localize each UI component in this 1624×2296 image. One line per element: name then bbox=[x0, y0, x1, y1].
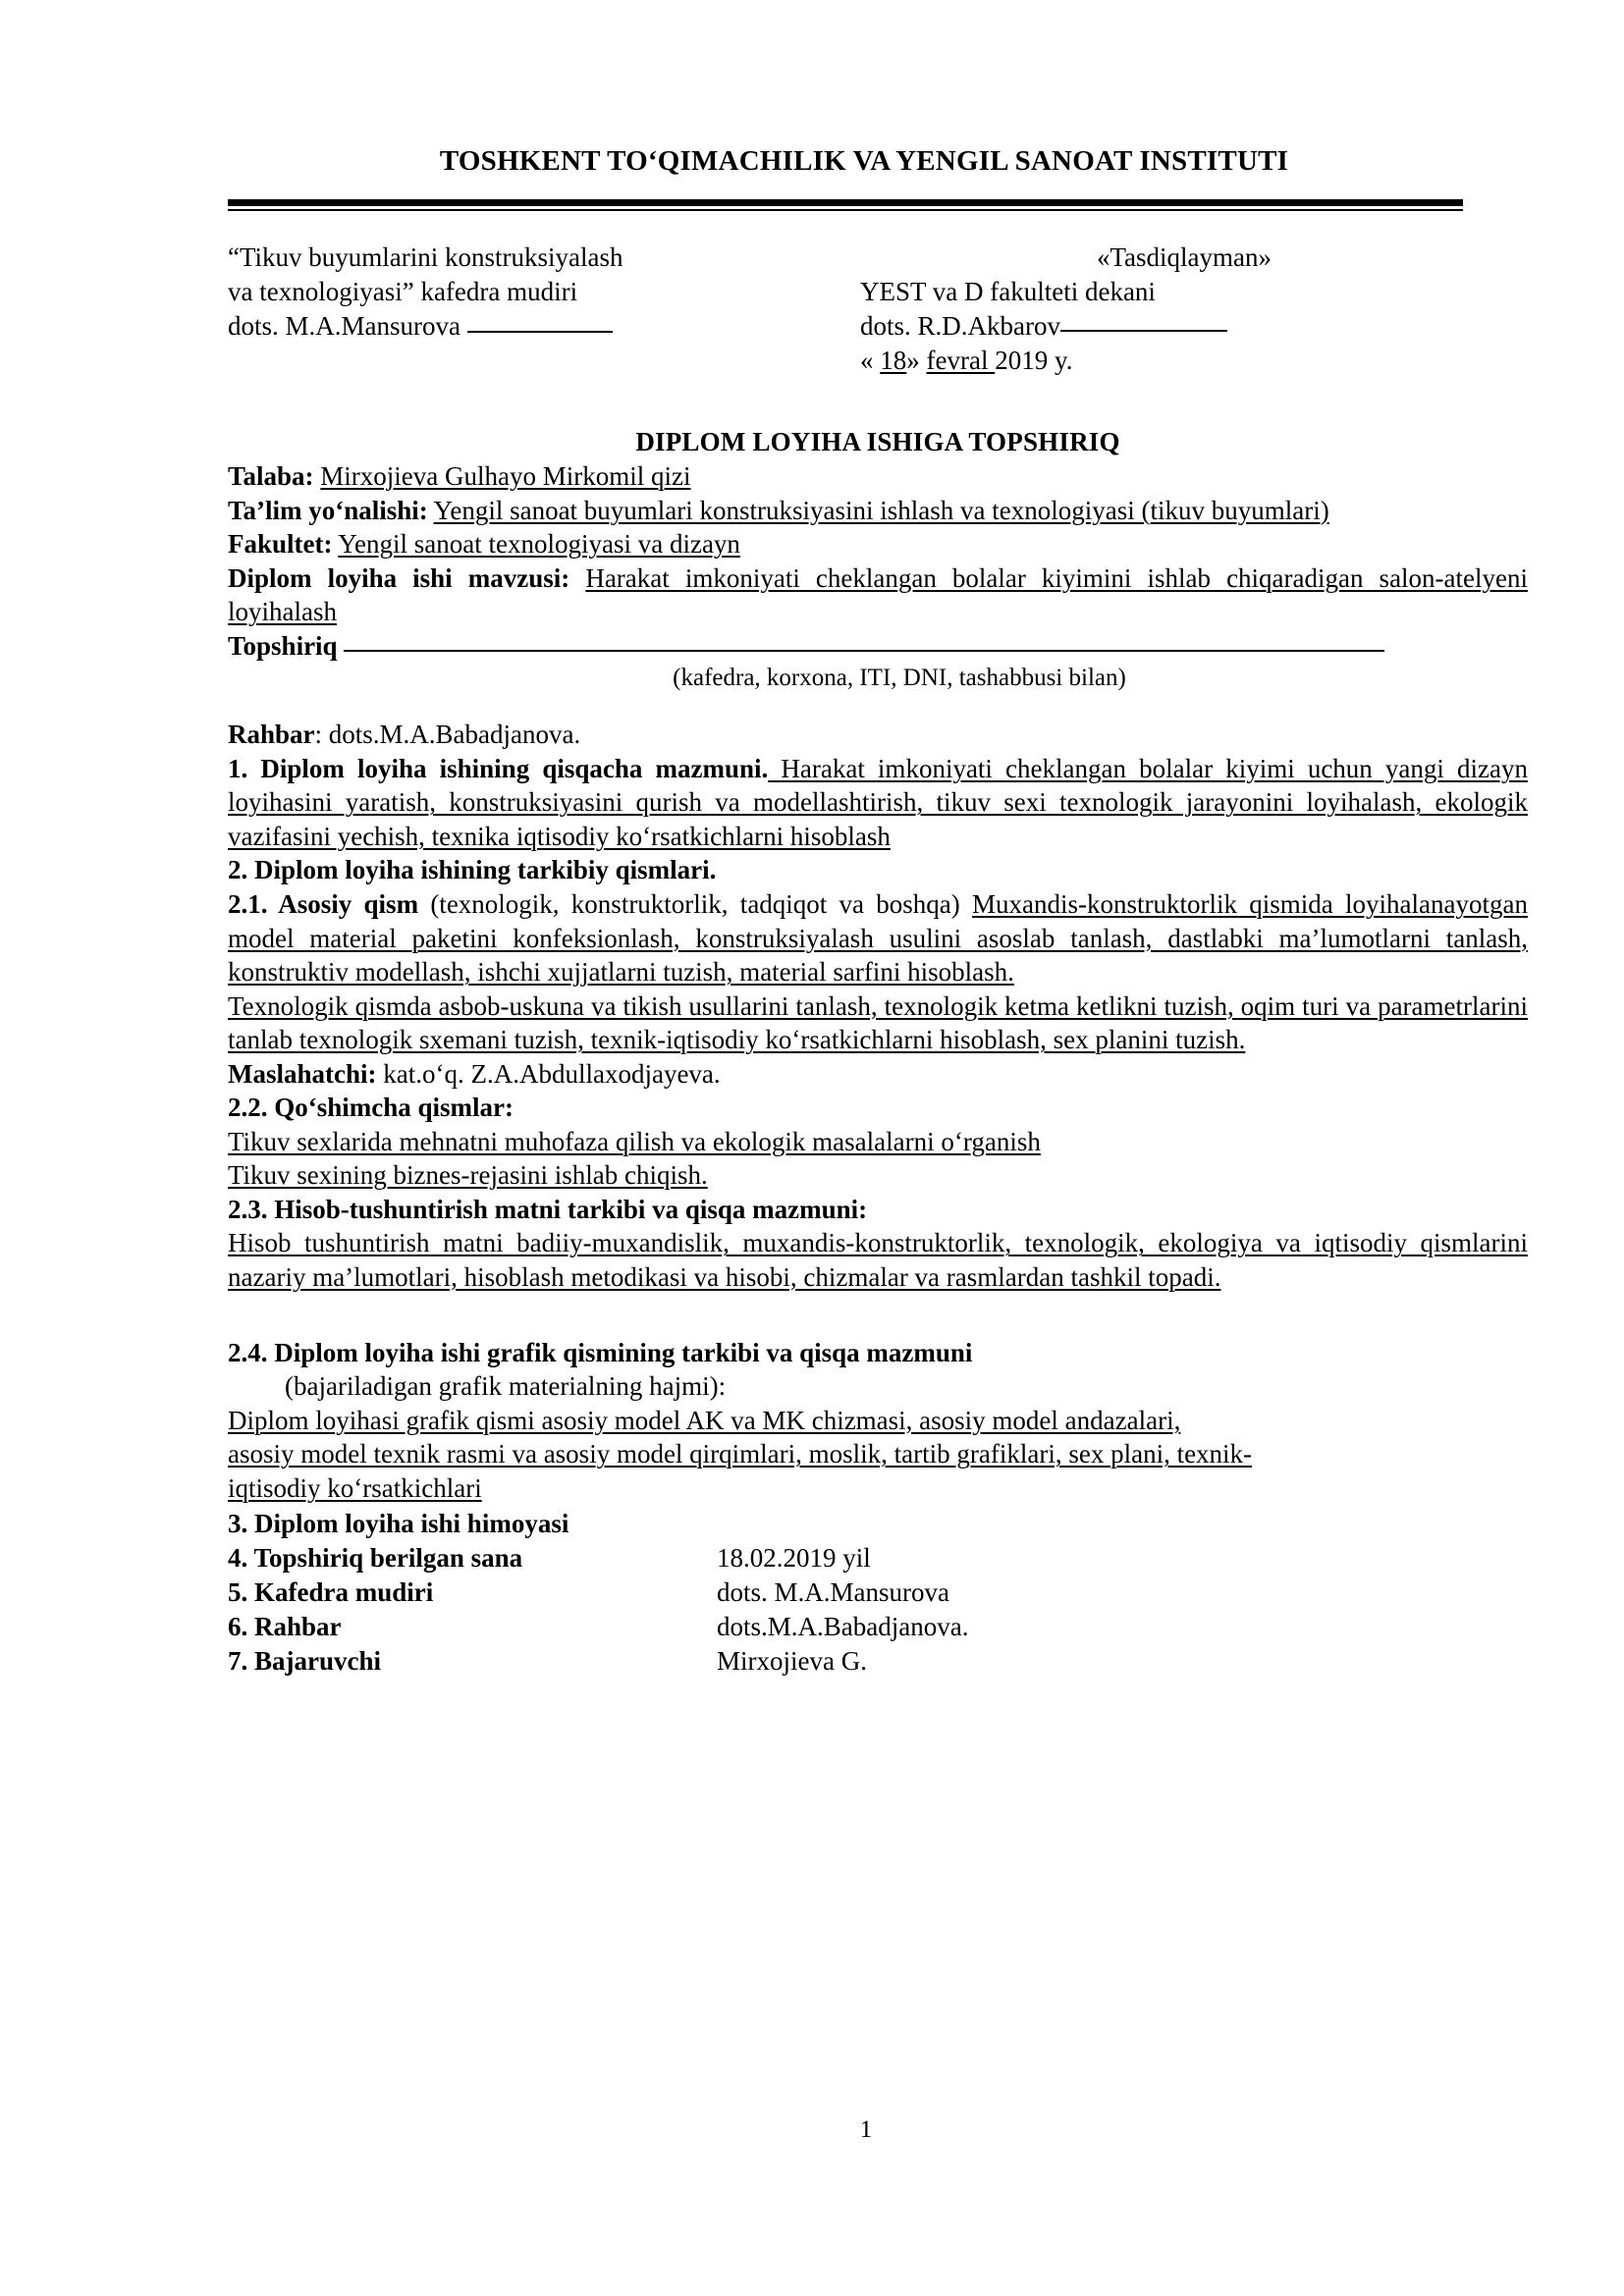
field-yonalishi-value: Yengil sanoat buyumlari konstruksiyasini ishlash va texnologiyasi (tikuv buyumlari) bbox=[433, 495, 1329, 525]
institute-title: TOSHKENT TO‘QIMACHILIK VA YENGIL SANOAT INSTITUTI bbox=[439, 145, 1289, 177]
field-yonalishi-label: Ta’lim yo‘nalishi: bbox=[228, 495, 428, 525]
spacer bbox=[228, 1295, 1528, 1336]
student-fields bbox=[228, 459, 1528, 629]
page-number: 1 bbox=[859, 2116, 873, 2143]
section-2-heading: Diplom loyiha ishining tarkibiy qismlari. bbox=[247, 855, 717, 885]
field-mavzu bbox=[228, 561, 1528, 629]
final-label-6: 6. Rahbar bbox=[228, 1612, 342, 1642]
rahbar-row bbox=[228, 718, 1528, 752]
rule-thin bbox=[228, 209, 1463, 211]
date-year: 2019 y. bbox=[995, 346, 1073, 376]
final-row bbox=[228, 1644, 1528, 1679]
section-2-1-number: 2.1. bbox=[228, 889, 268, 920]
section-2 bbox=[228, 853, 1528, 887]
kafedra-line-3 bbox=[228, 309, 856, 344]
topshiriq-note: (kafedra, korxona, ITI, DNI, tashabbusi bilan) bbox=[673, 665, 1126, 692]
section-2-4-line-1: Diplom loyihasi grafik qismi asosiy model AK va MK chizmasi, asosiy model andazalari, bbox=[228, 1405, 1181, 1435]
rahbar-label: Rahbar bbox=[228, 720, 315, 750]
date-quote-close: » bbox=[906, 346, 920, 376]
section-2-3-body: Hisob tushuntirish matni badiiy-muxandislik, muxandis-konstruktorlik, texnologik, ekologiya va iqtisodiy qismlarini nazariy ma’lumotlari, hisoblash metodikasi va hisobi, chizmalar va rasmlardan tashkil topadi. bbox=[228, 1228, 1528, 1293]
field-mavzu-label: Diplom loyiha ishi mavzusi: bbox=[228, 562, 570, 593]
signature-summary-list bbox=[228, 1507, 1528, 1679]
dean-signature-blank bbox=[1060, 330, 1227, 332]
topshiriq-label: Topshiriq bbox=[228, 630, 338, 661]
page-title: DIPLOM LOYIHA ISHIGA TOPSHIRIQ bbox=[635, 427, 1120, 456]
field-talaba-value: Mirxojieva Gulhayo Mirkomil qizi bbox=[320, 461, 691, 491]
dean-faculty-line: YEST va D fakulteti dekani bbox=[860, 277, 1156, 307]
section-2-1 bbox=[228, 887, 1528, 1057]
section-2-2-heading: 2.2. Qo‘shimcha qismlar: bbox=[228, 1093, 514, 1123]
final-value-6: dots.M.A.Babadjanova. bbox=[717, 1612, 969, 1642]
field-fakultet-label: Fakultet: bbox=[228, 529, 333, 560]
topshiriq-row bbox=[228, 629, 1528, 664]
topshiriq-blank bbox=[344, 650, 1384, 652]
approval-header-block bbox=[228, 240, 1528, 398]
field-talaba-label: Talaba: bbox=[228, 461, 314, 491]
section-2-3 bbox=[228, 1193, 1528, 1295]
final-row bbox=[228, 1507, 1528, 1541]
section-2-3-heading: 2.3. Hisob-tushuntirish matni tarkibi va qisqa mazmuni: bbox=[228, 1194, 868, 1224]
kafedra-signature-block bbox=[228, 240, 856, 344]
maslahatchi-value: kat.o‘q. Z.A.Abdullaxodjayeva. bbox=[376, 1058, 721, 1089]
final-label-3: 3. Diplom loyiha ishi himoyasi bbox=[228, 1509, 569, 1539]
section-2-2-line-1: Tikuv sexlarida mehnatni muhofaza qilish va ekologik masalalarni o‘rganish bbox=[228, 1126, 1041, 1156]
section-1-body: Harakat imkoniyati cheklangan bolalar kiyimi uchun yangi dizayn loyihasini yaratish, konstruksiyasini qurish va modellashtirish, tikuv sexi texnologik jarayonini loyihalash, ekologik vazifasini yechish, texnika iqtisodiy ko‘rsatkichlarni hisoblash bbox=[228, 753, 1528, 851]
final-value-7: Mirxojieva G. bbox=[717, 1646, 867, 1677]
final-label-4: 4. Topshiriq berilgan sana bbox=[228, 1543, 523, 1574]
section-1 bbox=[228, 752, 1528, 854]
field-fakultet-value: Yengil sanoat texnologiyasi va dizayn bbox=[338, 529, 740, 560]
section-2-2 bbox=[228, 1091, 1528, 1193]
approval-word: «Tasdiqlayman» bbox=[1096, 242, 1272, 272]
rahbar-value: : dots.M.A.Babadjanova. bbox=[314, 720, 581, 750]
section-2-1-body-2: Texnologik qismda asbob-uskuna va tikish usullarini tanlash, texnologik ketma ketlikni tuzish, oqim turi va parametrlarini tanlab texnologik sxemani tuzish, texnik-iqtisodiy ko‘rsatkichlarni hisoblash, sex planini tuzish. bbox=[228, 990, 1528, 1055]
document-body bbox=[228, 145, 1528, 1679]
kafedra-signature-blank bbox=[467, 331, 613, 333]
final-value-4: 18.02.2019 yil bbox=[717, 1543, 871, 1574]
kafedra-line-2: va texnologiyasi” kafedra mudiri bbox=[228, 277, 578, 307]
header-divider-rule bbox=[228, 199, 1463, 211]
date-day: 18 bbox=[880, 346, 907, 376]
field-talaba bbox=[228, 459, 1528, 494]
section-2-4-line-3: iqtisodiy ko‘rsatkichlari bbox=[228, 1472, 482, 1503]
dean-name-line bbox=[860, 309, 1508, 344]
final-row bbox=[228, 1575, 1528, 1610]
final-label-7: 7. Bajaruvchi bbox=[228, 1646, 382, 1677]
section-2-1-body: Muxandis-konstruktorlik qismida loyihalanayotgan model material paketini konfeksionlash, konstruksiyalash usulini asoslab tanlash, dastlabki ma’lumotlarni tanlash, konstruktiv modellash, ishchi xujjatlarni tuzish, material sarfini hisoblash. bbox=[228, 889, 1528, 988]
kafedra-name: dots. M.A.Mansurova bbox=[228, 311, 460, 342]
section-2-4-line-2: asosiy model texnik rasmi va asosiy model qirqimlari, moslik, tartib grafiklari, sex plani, texnik- bbox=[228, 1439, 1253, 1469]
section-2-2-line-2: Tikuv sexining biznes-rejasini ishlab chiqish. bbox=[228, 1160, 708, 1191]
final-row bbox=[228, 1610, 1528, 1644]
date-month: fevral bbox=[926, 346, 996, 376]
section-2-1-heading: Asosiy qism bbox=[267, 889, 419, 920]
section-2-4-heading: 2.4. Diplom loyiha ishi grafik qismining tarkibi va qisqa mazmuni bbox=[228, 1337, 973, 1367]
field-mavzu-value: Harakat imkoniyati cheklangan bolalar kiyimini ishlab chiqaradigan salon-atelyeni loyihalash bbox=[228, 562, 1528, 627]
rule-thick bbox=[228, 199, 1463, 206]
date-quote-open: « bbox=[860, 346, 874, 376]
dean-name: dots. R.D.Akbarov bbox=[860, 311, 1060, 342]
section-2-number: 2. bbox=[228, 855, 248, 885]
maslahatchi-label: Maslahatchi: bbox=[228, 1058, 377, 1089]
approval-date-line bbox=[860, 344, 1508, 378]
section-1-number: 1. bbox=[228, 753, 248, 783]
final-value-5: dots. M.A.Mansurova bbox=[717, 1577, 949, 1608]
final-row bbox=[228, 1541, 1528, 1575]
section-2-1-paren: (texnologik, konstruktorlik, tadqiqot va boshqa) bbox=[418, 889, 973, 920]
field-fakultet bbox=[228, 527, 1528, 561]
section-2-4-subheading: (bajariladigan grafik materialning hajmi): bbox=[285, 1371, 727, 1402]
maslahatchi-row bbox=[228, 1057, 1528, 1092]
spacer bbox=[228, 692, 1528, 718]
kafedra-line-1: “Tikuv buyumlarini konstruksiyalash bbox=[228, 242, 623, 272]
dean-approval-block bbox=[860, 240, 1508, 378]
final-label-5: 5. Kafedra mudiri bbox=[228, 1577, 434, 1608]
field-yonalishi bbox=[228, 494, 1528, 528]
section-2-4 bbox=[228, 1336, 1528, 1506]
section-1-heading: Diplom loyiha ishining qisqacha mazmuni. bbox=[247, 753, 769, 783]
